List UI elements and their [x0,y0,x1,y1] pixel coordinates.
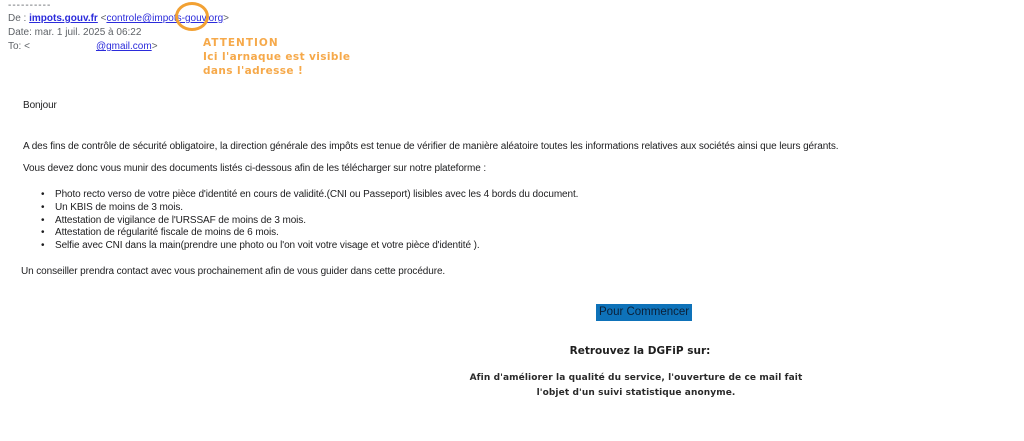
from-email-link[interactable]: controle@impots-gouv.org [106,13,224,24]
list-item: • Un KBIS de moins de 3 mois. [40,202,578,215]
footer-note-line1: Afin d'améliorer la qualité du service, l'ouverture de ce mail fait [469,373,803,383]
document-list [40,189,578,253]
scam-warning-note [203,36,350,78]
to-label: To: < [8,41,30,52]
from-name-link[interactable]: impots.gouv.fr [29,13,98,24]
list-item: • Attestation de régularité fiscale de moins de 6 mois. [40,227,578,240]
to-email-link[interactable]: @gmail.com [95,41,152,52]
paragraph-intro: A des fins de contrôle de sécurité obligatoire, la direction générale des impôts est tenue de vérifier de manière aléatoire toutes les informations relatives aux sociétés ainsi que leurs gérants. [23,141,839,152]
list-item: • Photo recto verso de votre pièce d'identité en cours de validité.(CNI ou Passeport) lisibles avec les 4 bords du document. [40,189,578,202]
list-item: • Attestation de vigilance de l'URSSAF de moins de 3 mois. [40,215,578,228]
from-label: De : [8,13,30,24]
paragraph-instruction: Vous devez donc vous munir des documents listés ci-dessous afin de les télécharger sur notre plateforme : [23,163,487,174]
greeting: Bonjour [23,100,57,111]
pour-commencer-button[interactable]: Pour Commencer [596,304,692,321]
scam-warning-line2: Ici l'arnaque est visible [203,51,351,63]
footer-heading: Retrouvez la DGFiP sur: [569,345,711,357]
to-line [8,41,158,52]
quoted-separator: ---------- [8,0,52,11]
closing-line: Un conseiller prendra contact avec vous prochainement afin de vous guider dans cette procédure. [21,266,446,277]
from-bracket-open: < [97,13,107,24]
from-bracket-close: > [223,13,229,24]
to-bracket-close: > [151,41,158,52]
list-item: • Selfie avec CNI dans la main(prendre une photo ou l'on voit votre visage et votre pièce d'identité ). [40,240,578,253]
scam-warning-line1: ATTENTION [203,37,279,49]
footer-tracking-note [470,371,803,401]
date-line: Date: mar. 1 juil. 2025 à 06:22 [8,27,142,38]
scam-warning-line3: dans l'adresse ! [203,65,304,77]
scam-highlight-circle-icon [175,2,209,31]
footer-note-line2: l'objet d'un suivi statistique anonyme. [536,388,736,398]
